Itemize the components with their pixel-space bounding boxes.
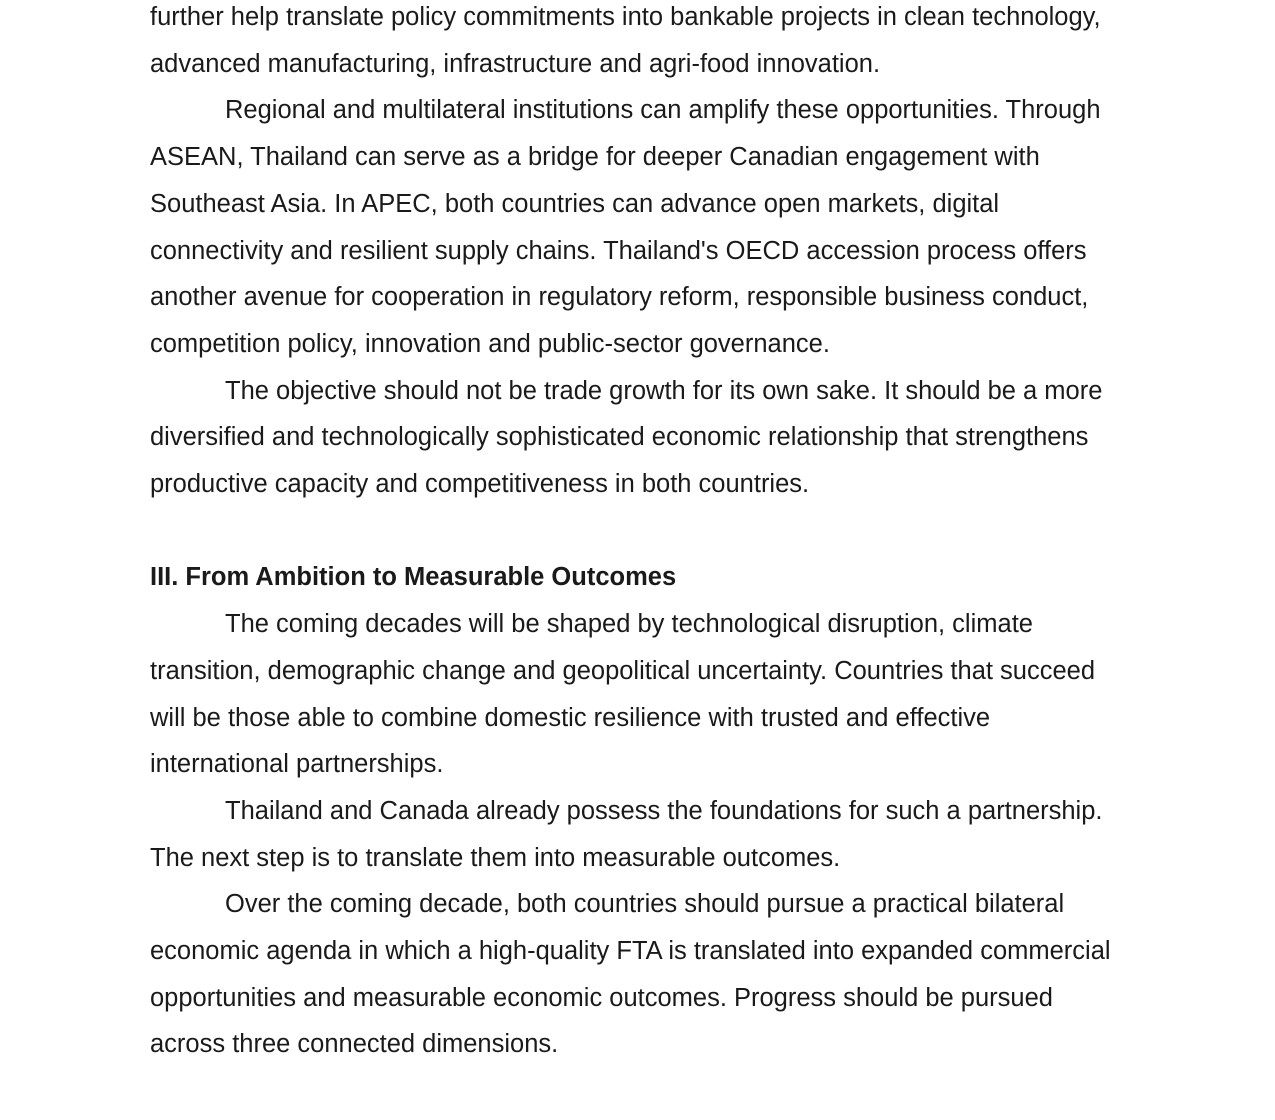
section-spacer — [150, 508, 1130, 555]
document-page — [150, 0, 1130, 1068]
paragraph-coming-decades: The coming decades will be shaped by technological disruption, climate transition, demographic change and geopolitical uncertainty. Countries that succeed will be those able to combine domestic resilience with trusted and effective international partnerships. — [150, 610, 1096, 779]
paragraph-objective: The objective should not be trade growth for its own sake. It should be a more diversified and technologically sophisticated economic relationship that strengthens productive capacity and competitiveness in both countries. — [150, 376, 1103, 499]
paragraph-continued: further help translate policy commitments into bankable projects in clean technology, advanced manufacturing, infrastructure and agri-food innovation. — [150, 3, 1101, 78]
section-heading: III. From Ambition to Measurable Outcomes — [150, 563, 677, 592]
paragraph-regional-institutions: Regional and multilateral institutions can amplify these opportunities. Through ASEAN, Thailand can serve as a bridge for deeper Canadian engagement with Southeast Asia. In APEC, both countries can advance open markets, digital connectivity and resilient supply chains. Thailand's OECD accession process offers another avenue for cooperation in regulatory reform, responsible business conduct, competition policy, innovation and public-sector governance. — [150, 96, 1101, 358]
paragraph-bilateral-agenda: Over the coming decade, both countries should pursue a practical bilateral economic agenda in which a high-quality FTA is translated into expanded commercial opportunities and measurable economic outcomes. Progress should be pursued across three connected dimensions. — [150, 890, 1111, 1059]
paragraph-foundations: Thailand and Canada already possess the foundations for such a partnership. The next step is to translate them into measurable outcomes. — [150, 796, 1103, 872]
